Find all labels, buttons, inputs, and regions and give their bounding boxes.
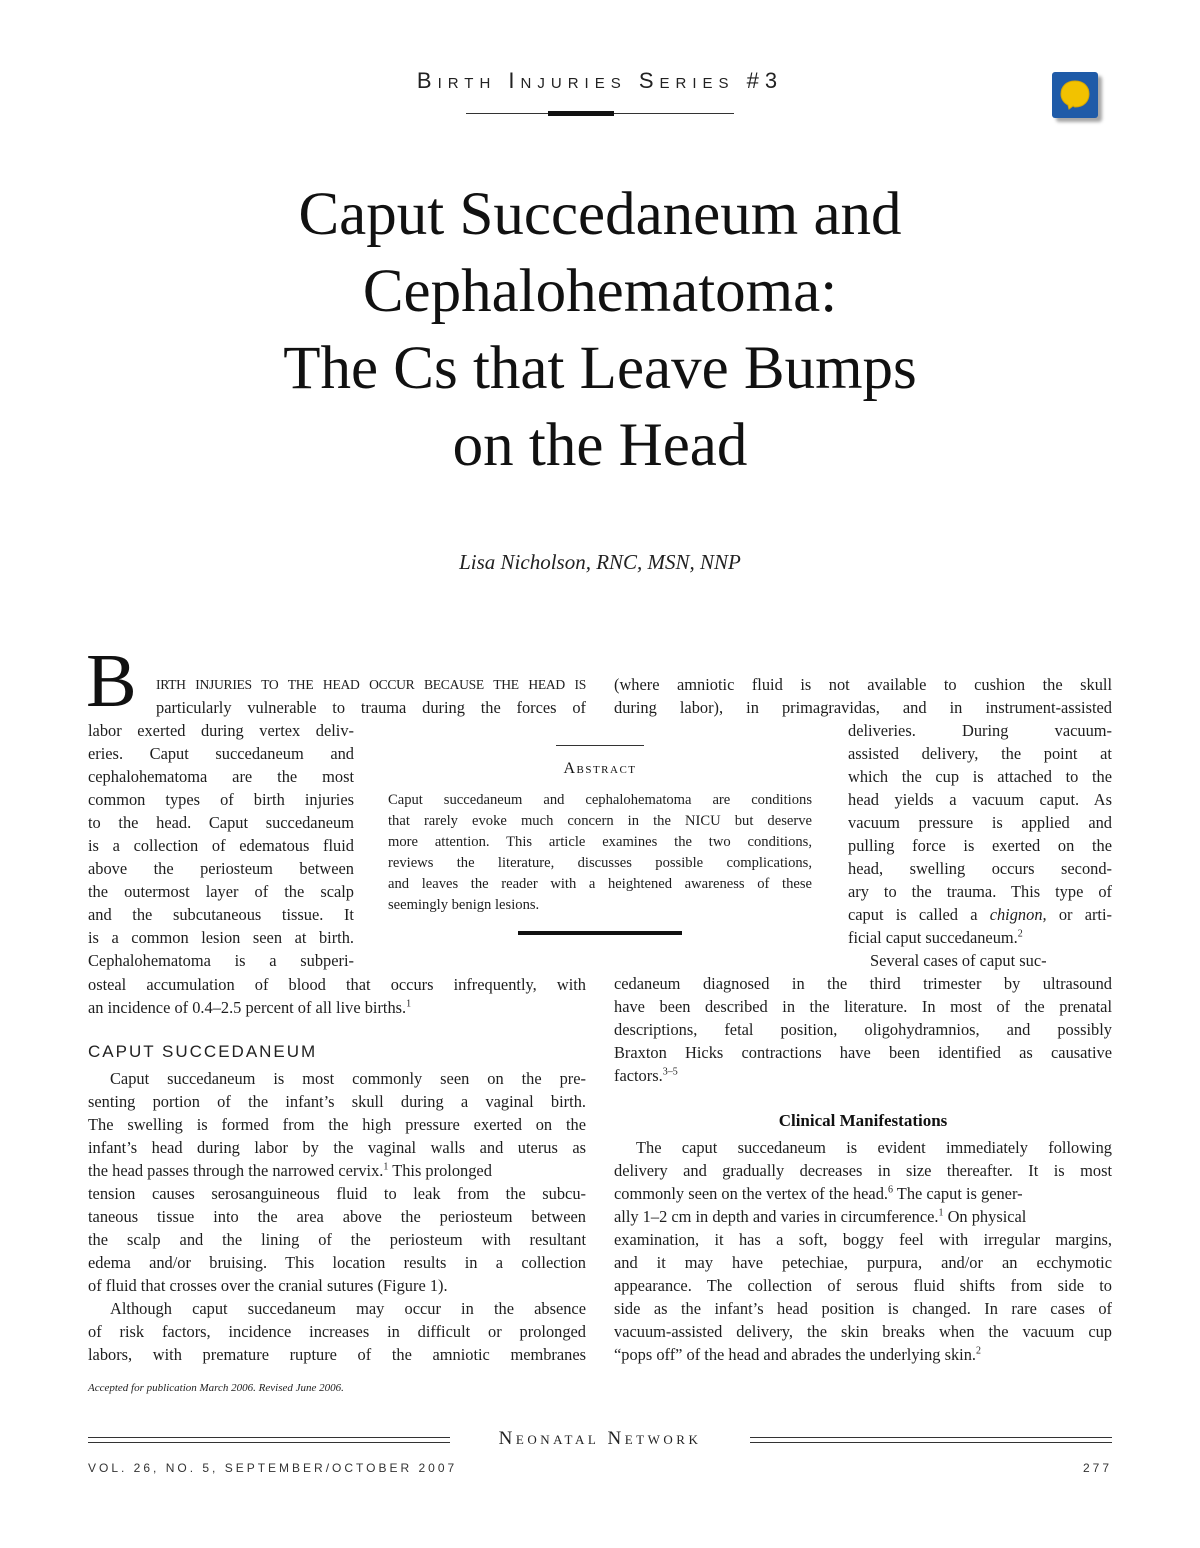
text-line: caput is called a chignon, or arti- — [848, 905, 1112, 924]
caput-section-body — [88, 1067, 586, 1366]
abstract-body — [388, 789, 812, 915]
text-line: common types of birth injuries — [88, 790, 354, 809]
text-line: Cephalohematoma is a subperi- — [88, 951, 354, 970]
text-line: above the periosteum between — [88, 859, 354, 878]
volume-info: VOL. 26, NO. 5, SEPTEMBER/OCTOBER 2007 — [88, 1461, 458, 1475]
right-column-top — [614, 673, 1112, 719]
text-line: appearance. The collection of serous fluid shifts from side to — [614, 1276, 1112, 1295]
intro-lead — [156, 673, 586, 719]
series-heading: Birth Injuries Series #3 — [416, 68, 784, 93]
text-line: head yields a vacuum caput. As — [848, 790, 1112, 809]
title-line: on the Head — [452, 412, 748, 479]
text-line: cephalohematoma are the most — [88, 767, 354, 786]
abstract-rule-bottom — [518, 931, 682, 935]
text-line: (where amniotic fluid is not available to cushion the skull — [614, 675, 1112, 694]
text-line: Caput succedaneum is most commonly seen on the pre- — [110, 1069, 586, 1088]
text-line: eries. Caput succedaneum and — [88, 744, 354, 763]
author-byline: Lisa Nicholson, RNC, MSN, NNP — [459, 550, 741, 574]
text-line: ally 1–2 cm in depth and varies in circumference.$^1$ On physical — [614, 1207, 1027, 1226]
text-line: Several cases of caput suc- — [870, 951, 1047, 970]
text-line: of risk factors, incidence increases in difficult or prolonged — [88, 1322, 586, 1341]
chignon-term: chignon, — [989, 905, 1047, 924]
text-line: “pops off” of the head and abrades the underlying skin.$^2$ — [614, 1345, 982, 1364]
citation: 2 — [1017, 928, 1023, 940]
abstract-line: seemingly benign lesions. — [388, 897, 540, 913]
text-line: during labor), in primagravidas, and in instrument-assisted — [614, 698, 1112, 717]
title-line: Caput Succedaneum and — [298, 181, 902, 248]
citation: 2 — [976, 1345, 982, 1357]
text-line: side as the infant’s head position is changed. In rare cases of — [614, 1299, 1112, 1318]
text-line: tension causes serosanguineous fluid to leak from the subcu- — [88, 1184, 586, 1203]
citation: 1 — [938, 1207, 944, 1219]
citation: 1 — [383, 1161, 389, 1173]
text-line: osteal accumulation of blood that occurs infrequently, with — [88, 975, 586, 994]
text-line: labor exerted during vertex deliv- — [88, 721, 354, 740]
text-line: delivery and gradually decreases in size thereafter. It is most — [614, 1161, 1112, 1180]
text-line: taneous tissue into the area above the periosteum between — [88, 1207, 586, 1226]
text-line: examination, it has a soft, boggy feel with irregular margins, — [614, 1230, 1112, 1249]
abstract-line: reviews the literature, discusses possible complications, — [388, 855, 812, 871]
text-line: pulling force is exerted on the — [848, 836, 1112, 855]
text-line: to the head. Caput succedaneum — [88, 813, 354, 832]
section-heading-clinical: Clinical Manifestations — [778, 1111, 948, 1130]
clinical-section-body — [614, 1136, 1112, 1366]
accepted-note: Accepted for publication March 2006. Revised June 2006. — [88, 1382, 344, 1394]
text-line: labors, with premature rupture of the amniotic membranes — [88, 1345, 586, 1364]
text-line: infant’s head during labor by the vaginal walls and uterus as — [88, 1138, 586, 1157]
text-line: have been described in the literature. In most of the prenatal — [614, 997, 1112, 1016]
text-line: which the cup is attached to the — [848, 767, 1112, 786]
footer-rule-right — [750, 1437, 1112, 1443]
series-badge — [1052, 72, 1098, 118]
footer-rule-left — [88, 1437, 450, 1443]
citation: 6 — [888, 1184, 893, 1196]
section-heading-caput: CAPUT SUCCEDANEUM — [88, 1042, 318, 1061]
abstract-line: more attention. This article examines the two conditions, — [388, 834, 812, 850]
title-line: The Cs that Leave Bumps — [283, 335, 917, 402]
text-line: Although caput succedaneum may occur in the absence — [110, 1299, 586, 1318]
text-line: is a collection of edematous fluid — [88, 836, 354, 855]
text-line: senting portion of the infant’s skull during a vaginal birth. — [88, 1092, 586, 1111]
text-line: commonly seen on the vertex of the head.$^6$ The caput is gener- — [614, 1184, 1023, 1203]
text-line: factors.$^{3-5}$ — [614, 1066, 678, 1085]
intro-narrow-column — [88, 719, 354, 972]
text-line: of fluid that crosses over the cranial sutures (Figure 1). — [88, 1276, 448, 1295]
text-line: cedaneum diagnosed in the third trimester by ultrasound — [614, 974, 1112, 993]
text-line: ary to the trauma. This type of — [848, 882, 1112, 901]
intro-wide-lines — [88, 973, 586, 1019]
abstract-line: Caput succedaneum and cephalohematoma are conditions — [388, 792, 812, 808]
drop-cap: B — [86, 639, 137, 723]
abstract-line: and leaves the reader with a heightened awareness of these — [388, 876, 812, 892]
text-line: deliveries. During vacuum- — [848, 721, 1112, 740]
text-line: the scalp and the lining of the periosteum with resultant — [88, 1230, 586, 1249]
text-line: head, swelling occurs second- — [848, 859, 1112, 878]
text-line: edema and/or bruising. This location results in a collection — [88, 1253, 586, 1272]
speech-bubble-icon — [1058, 78, 1092, 112]
text-line: The caput succedaneum is evident immediately following — [636, 1138, 1112, 1157]
text-line: an incidence of 0.4–2.5 percent of all live births.$^1$ — [88, 998, 412, 1017]
right-column-narrow — [848, 719, 1112, 949]
right-column-prenatal — [614, 949, 1112, 1087]
title-line: Cephalohematoma: — [362, 258, 838, 325]
article-title — [0, 176, 1200, 484]
citation: 1 — [406, 998, 412, 1010]
intro-first-line: IRTH INJURIES TO THE HEAD OCCUR BECAUSE THE HEAD IS — [156, 677, 586, 692]
text-line: the head passes through the narrowed cervix.$^1$ This prolonged — [88, 1161, 492, 1180]
text-line: the outermost layer of the scalp — [88, 882, 354, 901]
abstract-line: that rarely evoke much concern in the NICU but deserve — [388, 813, 812, 829]
page-number: 277 — [1082, 1461, 1112, 1475]
journal-name: Neonatal Network — [498, 1428, 702, 1449]
series-rule-accent — [548, 111, 614, 116]
text-line: The swelling is formed from the high pressure exerted on the — [88, 1115, 586, 1134]
text-line: is a common lesion seen at birth. — [88, 928, 354, 947]
intro-line: particularly vulnerable to trauma during the forces of — [156, 698, 586, 717]
abstract-rule-top — [556, 745, 644, 746]
text-line: descriptions, fetal position, oligohydramnios, and possibly — [614, 1020, 1112, 1039]
text-line: vacuum-assisted delivery, the skin breaks when the vacuum cup — [614, 1322, 1112, 1341]
text-line: assisted delivery, the point at — [848, 744, 1112, 763]
abstract-heading: Abstract — [563, 760, 637, 777]
text-line: vacuum pressure is applied and — [848, 813, 1112, 832]
text-line: and the subcutaneous tissue. It — [88, 905, 354, 924]
text-line: Braxton Hicks contractions have been identified as causative — [614, 1043, 1112, 1062]
citation: 3–5 — [662, 1066, 678, 1078]
text-line: and it may have petechiae, purpura, and/or an ecchymotic — [614, 1253, 1112, 1272]
text-line: ficial caput succedaneum.$^2$ — [848, 928, 1023, 947]
